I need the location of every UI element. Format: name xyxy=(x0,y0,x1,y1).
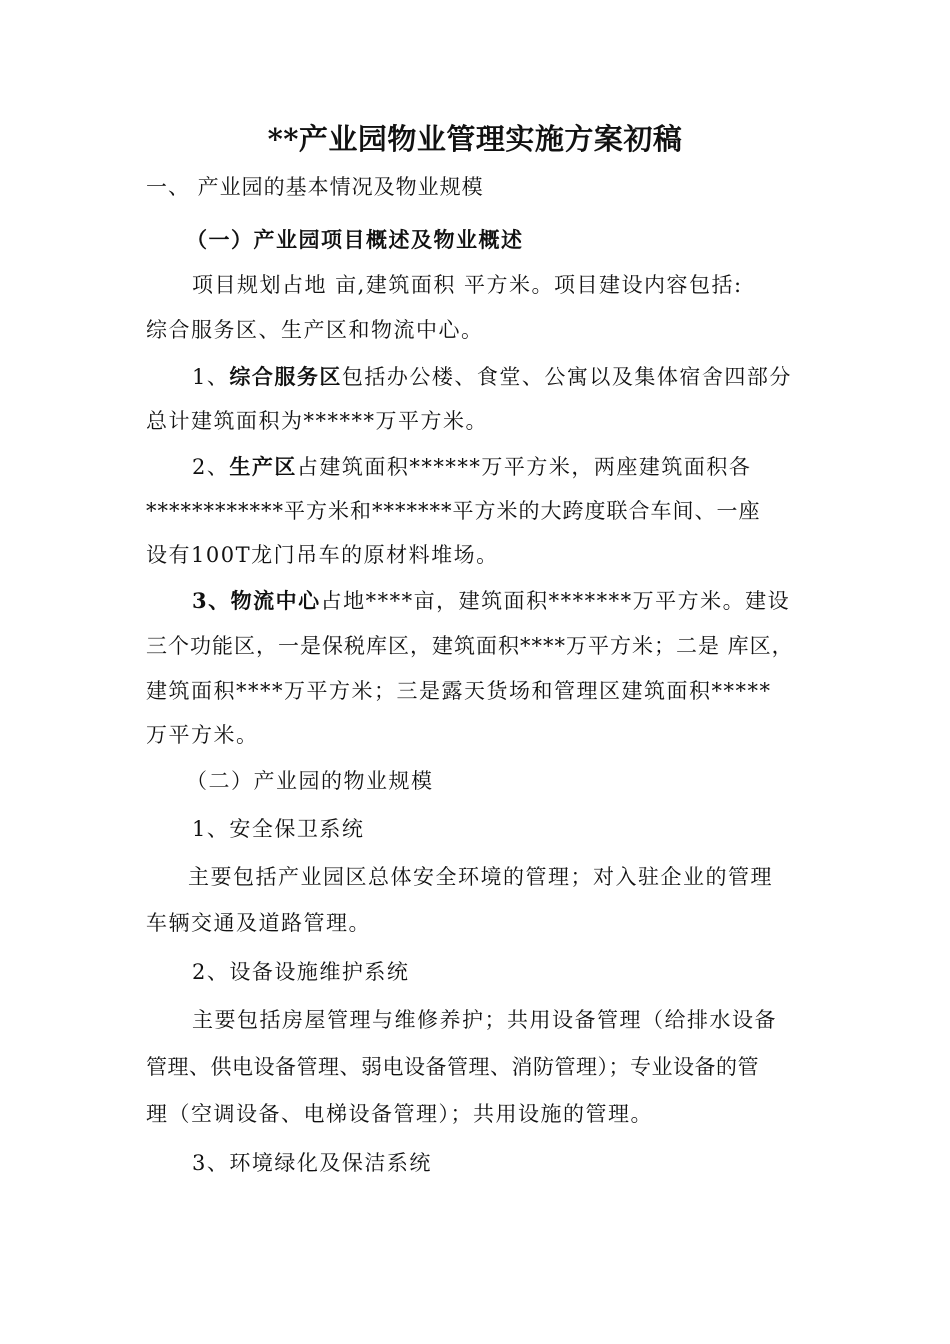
item-prefix: 1、 xyxy=(192,365,230,389)
paragraph-line: 万平方米。 xyxy=(146,723,259,747)
subsection-heading: （二）产业园的物业规模 xyxy=(186,769,434,793)
paragraph-line: 综合服务区、生产区和物流中心。 xyxy=(146,318,484,342)
item-bold-term: 3、物流中心 xyxy=(192,588,321,613)
paragraph-line: ************平方米和*******平方米的大跨度联合车间、一座 xyxy=(146,499,761,523)
item-text: 占建筑面积******万平方米，两座建筑面积各 xyxy=(296,455,752,479)
list-item-3 xyxy=(192,586,790,616)
item-text: 占地****亩，建筑面积*******万平方米。建设 xyxy=(320,589,791,613)
paragraph-line: 设有100T龙门吊车的原材料堆场。 xyxy=(146,543,499,567)
paragraph-line: 车辆交通及道路管理。 xyxy=(146,911,371,935)
list-heading: 3、环境绿化及保洁系统 xyxy=(192,1151,432,1175)
paragraph-line: 主要包括产业园区总体安全环境的管理；对入驻企业的管理 xyxy=(188,865,773,889)
document-title: **产业园物业管理实施方案初稿 xyxy=(267,122,683,156)
paragraph-line: 项目规划占地 亩,建筑面积 平方米。项目建设内容包括: xyxy=(192,273,743,297)
list-item-1 xyxy=(192,362,792,392)
item-bold-term: 综合服务区 xyxy=(229,364,342,389)
paragraph-line: 理（空调设备、电梯设备管理）；共用设施的管理。 xyxy=(146,1102,653,1126)
paragraph-line: 三个功能区，一是保税库区，建筑面积****万平方米；二是 库区， xyxy=(146,634,794,658)
item-text: 包括办公楼、食堂、公寓以及集体宿舍四部分 xyxy=(341,365,792,389)
subsection-heading: （一）产业园项目概述及物业概述 xyxy=(186,227,524,252)
paragraph-line: 总计建筑面积为******万平方米。 xyxy=(146,409,488,433)
paragraph-line: 主要包括房屋管理与维修养护；共用设备管理（给排水设备 xyxy=(192,1008,777,1032)
item-prefix: 2、 xyxy=(192,455,230,479)
section-heading: 一、 产业园的基本情况及物业规模 xyxy=(146,175,484,199)
list-heading: 1、安全保卫系统 xyxy=(192,817,365,841)
item-bold-term: 生产区 xyxy=(229,454,297,479)
list-heading: 2、设备设施维护系统 xyxy=(192,960,410,984)
paragraph-line: 管理、供电设备管理、弱电设备管理、消防管理）；专业设备的管 xyxy=(146,1055,759,1079)
list-item-2 xyxy=(192,452,751,482)
paragraph-line: 建筑面积****万平方米；三是露天货场和管理区建筑面积***** xyxy=(146,679,772,703)
